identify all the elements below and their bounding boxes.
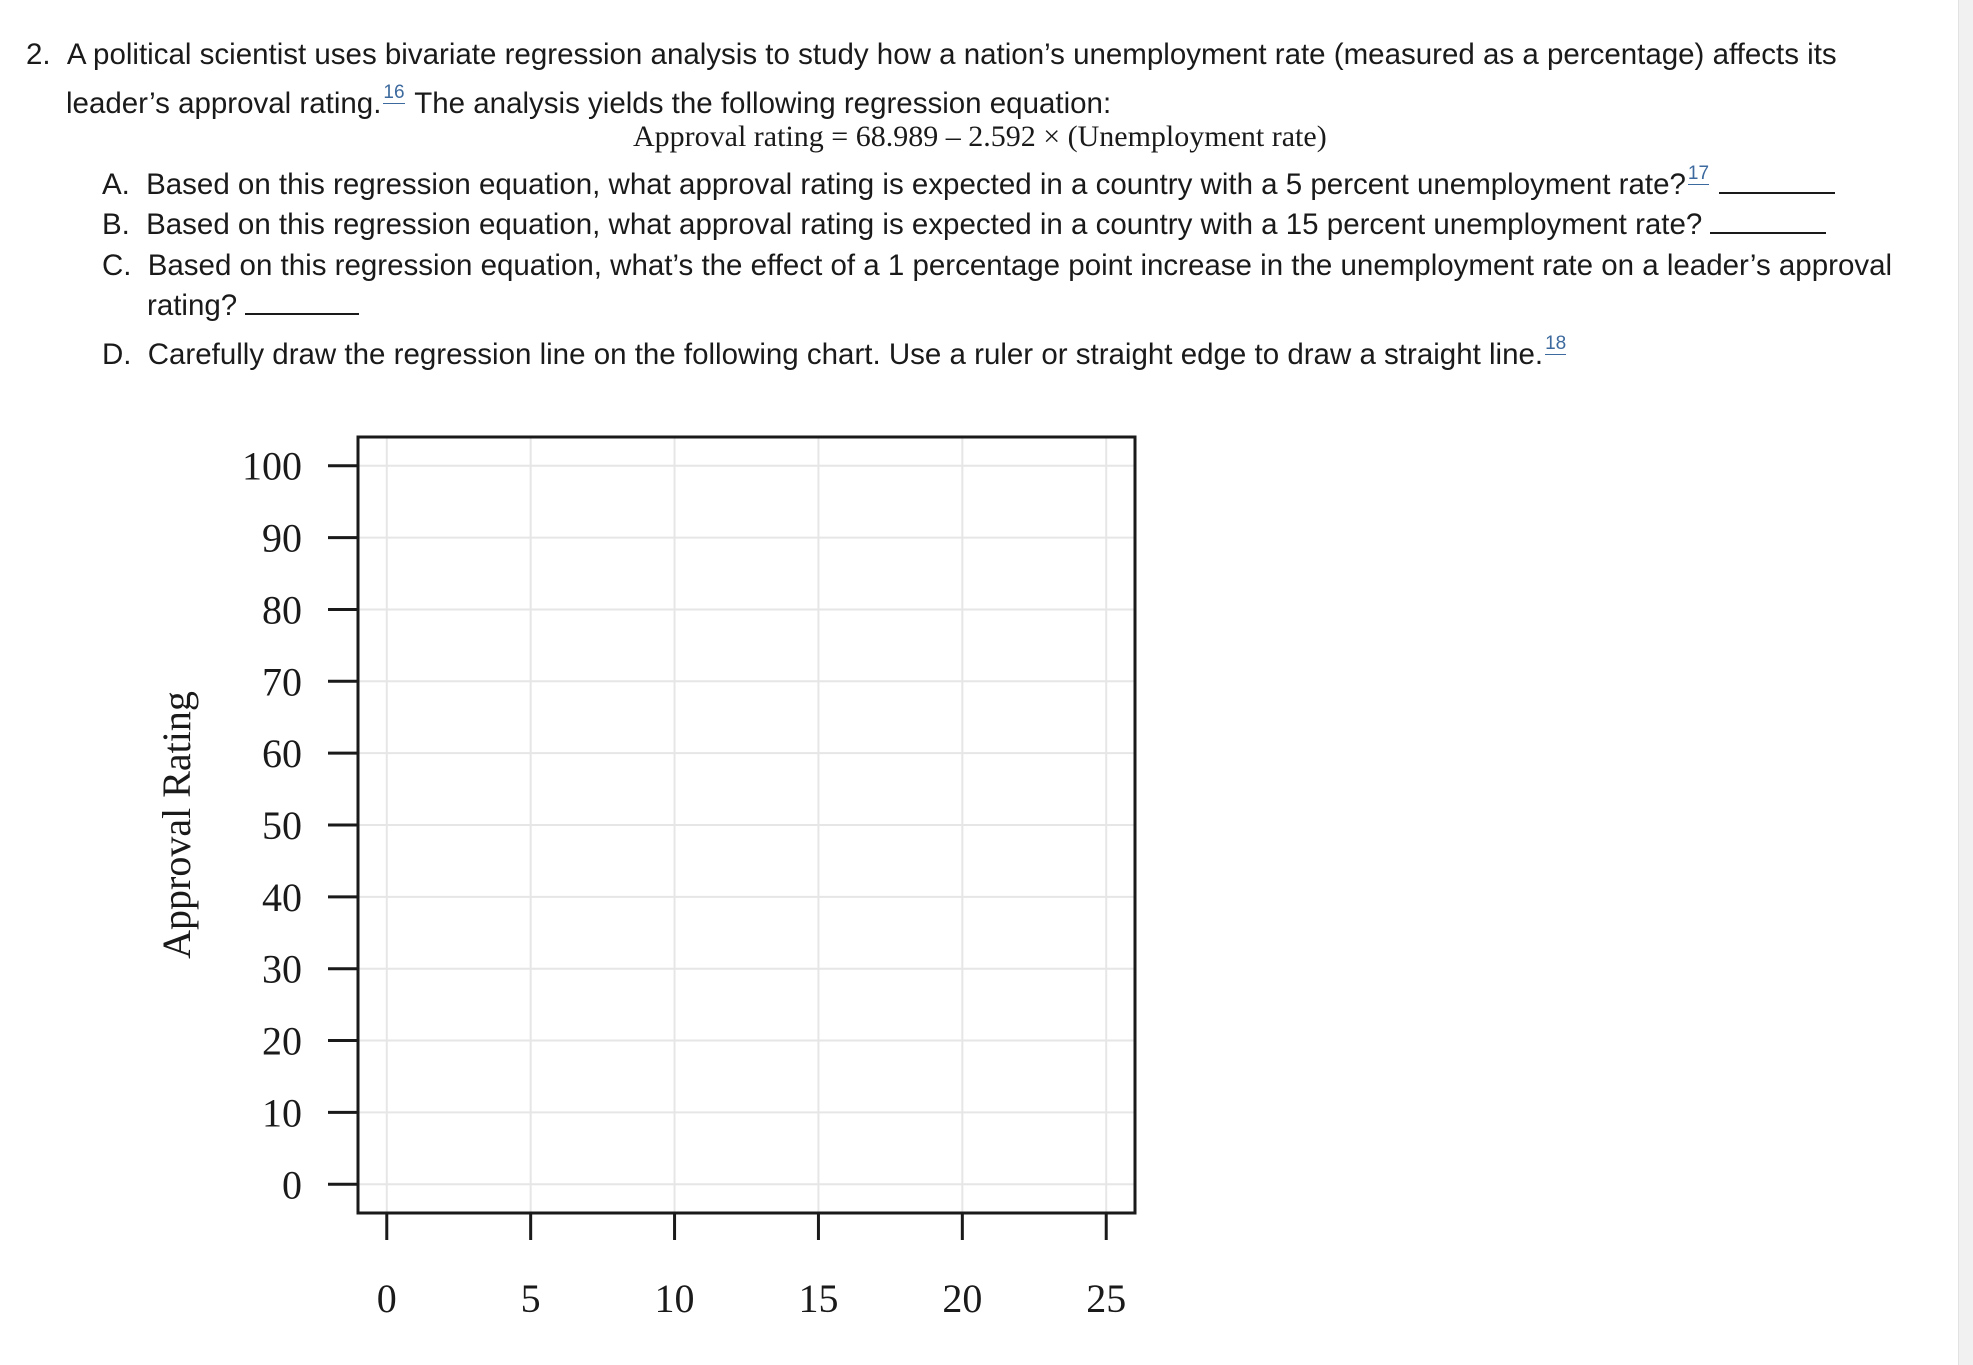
x-tick-label: 25 xyxy=(1086,1276,1127,1321)
y-tick-label: 0 xyxy=(282,1162,302,1208)
question-number: 2. xyxy=(26,38,51,71)
part-c-letter: C. xyxy=(102,249,132,282)
question-intro-text: A political scientist uses bivariate regression analysis to study how a nation’s unemployment rate (measured as a percentage) affects its xyxy=(66,38,1837,71)
y-tick-label: 90 xyxy=(262,515,302,561)
part-d-text: Carefully draw the regression line on the following chart. Use a ruler or straight edge to draw a straight line. xyxy=(147,338,1544,371)
regression-equation: Approval rating = 68.989 – 2.592 × (Unemployment rate) xyxy=(633,120,1327,153)
chart-ticks xyxy=(242,444,1126,1321)
x-tick-label: 15 xyxy=(798,1276,839,1321)
part-c-text-line1: Based on this regression equation, what’s the effect of a 1 percentage point increase in the unemployment rate on a leader’s approval xyxy=(147,249,1893,282)
question-intro-text-2a: leader’s approval rating. xyxy=(66,87,382,120)
y-tick-label: 70 xyxy=(262,659,302,705)
x-tick-label: 10 xyxy=(654,1276,695,1321)
part-c-text-line2: rating? xyxy=(147,289,238,322)
y-tick-label: 100 xyxy=(242,443,302,489)
part-a-letter: A. xyxy=(102,168,130,201)
y-axis-title: Approval Rating xyxy=(154,691,199,959)
y-tick-label: 20 xyxy=(262,1018,302,1064)
y-tick-label: 10 xyxy=(262,1090,302,1136)
y-tick-label: 60 xyxy=(262,731,302,777)
x-tick-label: 20 xyxy=(942,1276,983,1321)
part-b-text: Based on this regression equation, what approval rating is expected in a country with a 15 percent unemployment rate? xyxy=(146,208,1703,241)
y-tick-label: 40 xyxy=(262,874,302,920)
footnote-link-18[interactable]: 18 xyxy=(1545,333,1567,354)
part-a-text: Based on this regression equation, what approval rating is expected in a country with a 5 percent unemployment rate? xyxy=(146,168,1686,201)
question-intro-text-2b: The analysis yields the following regression equation: xyxy=(414,87,1112,120)
part-b-letter: B. xyxy=(102,208,130,241)
part-d-letter: D. xyxy=(102,338,132,371)
footnote-link-16[interactable]: 16 xyxy=(383,82,405,103)
chart-gridlines xyxy=(358,437,1135,1213)
y-tick-label: 80 xyxy=(262,587,302,633)
y-tick-label: 30 xyxy=(262,946,302,992)
y-tick-label: 50 xyxy=(262,803,302,848)
x-tick-label: 0 xyxy=(376,1276,397,1321)
footnote-link-17[interactable]: 17 xyxy=(1687,163,1710,184)
x-tick-label: 5 xyxy=(520,1276,541,1321)
